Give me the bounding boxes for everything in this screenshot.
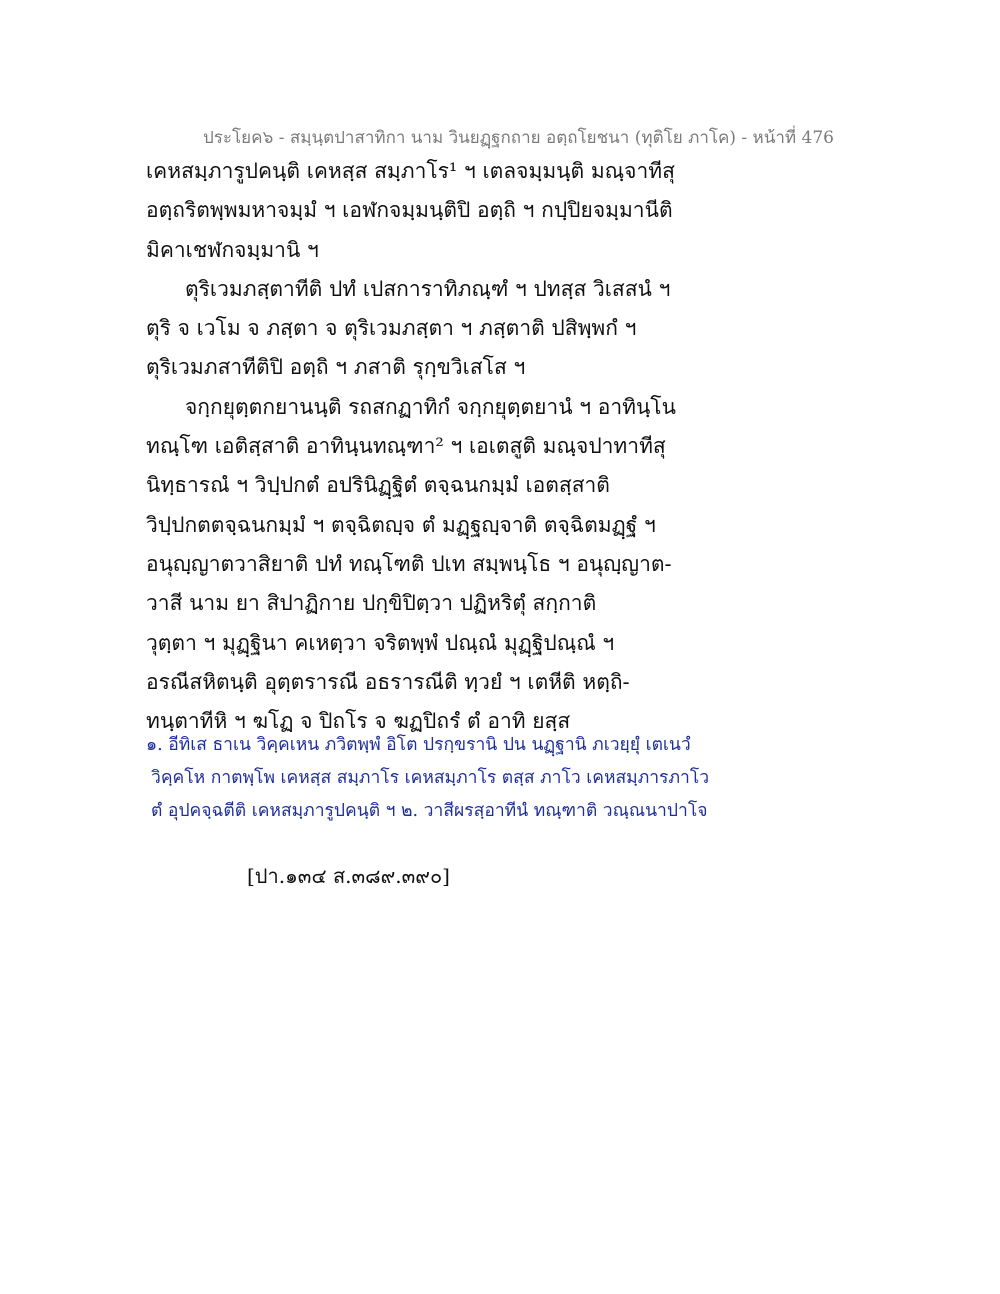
page-reference: [ปา.๑๓๔ ส.๓๘๙.๓๙๐] [247,864,450,888]
text-line: มิคาเชฬกจมฺมานิ ฯ [146,237,319,262]
text-line: วุตฺตา ฯ มุฏฺฐินา คเหตฺวา จริตพฺพํ ปณฺณํ มุฏฺฐิปณฺณํ ฯ [146,630,615,655]
text-line: ตุริ จ เวโม จ ภสฺตา จ ตุริเวมภสฺตา ฯ ภสฺตาติ ปสิพฺพกํ ฯ [146,316,637,341]
footnote-line: ๑. อีทิเส ธาเน วิคฺคเหน ภวิตพฺพํ อิโต ปรกฺขรานิ ปน นฏฺฐานิ ภเวยฺยุํ เตเนวํ [146,735,691,755]
text-line: เคหสมฺภารูปคนฺติ เคหสฺส สมฺภาโร¹ ฯ เตลจมฺมนฺติ มณฺจาทีสุ [146,159,675,183]
footnotes [146,729,866,828]
text-line: ทณฺโฑ เอติสฺสาติ อาทินฺนทณฺฑา² ฯ เอเตสูติ มณฺจปาทาทีสุ [146,434,666,459]
text-line: อนุญฺญาตวาสิยาติ ปทํ ทณฺโฑติ ปเท สมฺพนฺโธ ฯ อนุญฺญาต- [146,551,672,576]
text-line: ตุริเวมภสฺตาทีติ ปทํ เปสการาทิภณฺฑํ ฯ ปทสฺส วิเสสนํ ฯ [185,276,671,301]
text-line: นิทฺธารณํ ฯ วิปฺปกตํ อปรินิฏฺฐิตํ ตจฺฉนกมฺมํ เอตสฺสาติ [146,473,610,498]
body-text [146,152,866,741]
footnote-line: ตํ อุปคจฺฉตีติ เคหสมฺภารูปคนฺติ ฯ ๒. วาสีผรสฺอาทีนํ ทณฺฑาติ วณฺณนาปาโจ [151,801,708,821]
text-line: อรณีสหิตนฺติ อุตฺตรารณี อธรารณีติ ทฺวยํ ฯ เตหีติ หตฺถิ- [146,669,630,694]
text-line: ทนฺตาทีหิ ฯ ฆโฏ จ ปิถโร จ ฆฏปิถรํ ตํ อาทิ ยสฺส [146,709,571,734]
text-line: วาสี นาม ยา สิปาฏิกาย ปกฺขิปิตฺวา ปฏิหริตุํ สกฺกาติ [146,591,597,616]
text-line: จกฺกยุตฺตกยานนฺติ รถสกฏาทิกํ จกฺกยุตฺตยานํ ฯ อาทินฺโน [185,394,676,419]
text-line: ตุริเวมภสาทีติปิ อตฺถิ ฯ ภสาติ รุกฺขวิเสโส ฯ [146,355,526,380]
text-line: อตฺถริตพฺพมหาจมฺมํ ฯ เอฬกจมฺมนฺติปิ อตฺถิ ฯ กปฺปิยจมฺมานีติ [146,198,673,223]
page-header: ประโยค๖ - สมฺนฺตปาสาทิกา นาม วินยฏฺฐกถาย อตฺถโยชนา (ทุติโย ภาโค) - หน้าที่ 476 [203,128,834,148]
footnote-line: วิคฺคโห กาตพฺโพ เคหสฺส สมฺภาโร เคหสมฺภาโร ตสฺส ภาโว เคหสมฺภารภาโว [151,768,710,788]
text-line: วิปฺปกตตจฺฉนกมฺมํ ฯ ตจฺฉิตญฺจ ตํ มฏฺฐญฺจาติ ตจฺฉิตมฏฺฐํ ฯ [146,512,656,537]
